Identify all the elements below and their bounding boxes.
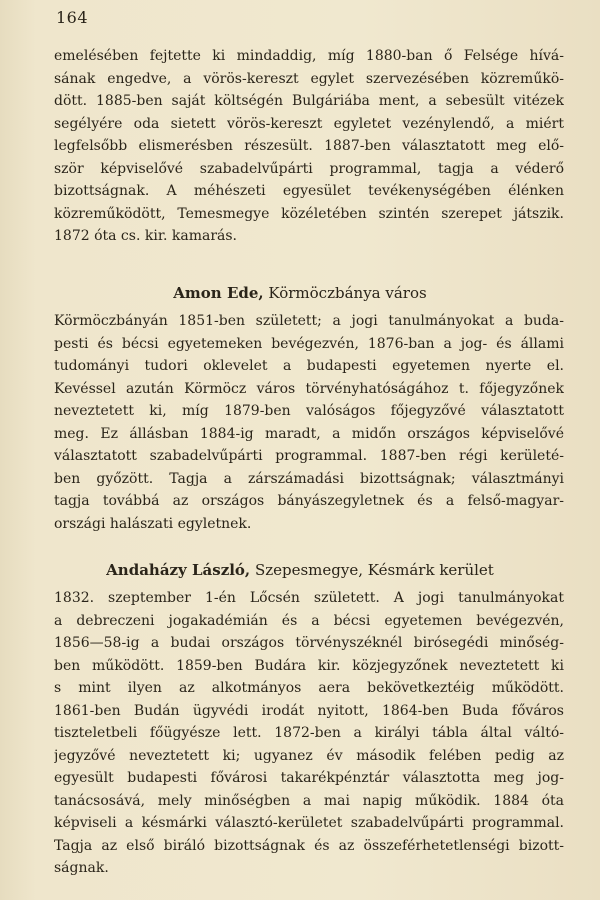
entry-name: Andaházy László, (106, 561, 251, 579)
text-line: tanácsosává, mely minőségben a mai napig működik. 1884 óta (54, 792, 564, 809)
text-line: ben működött. 1859-ben Budára kir. közjegyzőnek neveztetett ki (54, 657, 564, 674)
text-line: neveztetett ki, míg 1879-ben valóságos főjegyzővé választatott (54, 403, 564, 419)
entry-heading-amon (0, 284, 600, 302)
text-line: országi halászati egyletnek. (54, 515, 252, 532)
text-line: 1872 óta cs. kir. kamarás. (54, 228, 237, 244)
text-line: meg. Ez állásban 1884-ig maradt, a midőn országos képviselővé (54, 425, 564, 442)
page-number: 164 (56, 8, 89, 27)
entry-location: Szepesmegye, Késmárk kerület (254, 561, 494, 579)
entry-name: Amon Ede, (173, 284, 264, 302)
text-line: tiszteletbeli főügyésze lett. 1872-ben a királyi tábla által váltó- (54, 725, 564, 741)
text-line: tudományi tudori oklevelet a budapesti egyetemen nyerte el. (54, 358, 564, 374)
entry-heading-andahazy (0, 561, 600, 579)
text-line: dött. 1885-ben saját költségén Bulgáriába ment, a sebesült vitézek (54, 93, 564, 109)
text-line: sának engedve, a vörös-kereszt egylet szervezésében közreműkö- (54, 70, 564, 87)
text-line: pesti és bécsi egyetemeken bevégezvén, 1876-ban a jog- és állami (54, 335, 564, 352)
text-line: 1856—58-ig a budai országos törvényszéknél birósegédi minőség- (54, 635, 564, 651)
entry-location: Körmöczbánya város (268, 284, 427, 302)
text-line: képviseli a késmárki választó-kerületet szabadelvűpárti programmal. (54, 815, 564, 831)
text-line: s mint ilyen az alkotmányos aera bekövetkeztéig működött. (54, 680, 564, 696)
text-line: a debreczeni jogakadémián és a bécsi egyetemen bevégezvén, (54, 612, 564, 629)
text-line: bizottságnak. A méhészeti egyesület tevékenységében élénken (54, 183, 564, 199)
text-line: egyesült budapesti fővárosi takarékpénztár választotta meg jog- (54, 770, 564, 786)
text-line: Tagja az első biráló bizottságnak és az összeférhetetlenségi bizott- (54, 837, 564, 854)
text-line: jegyzővé neveztetett ki; ugyanez év második felében pedig az (54, 747, 564, 764)
text-line: legfelsőbb elismerésben részesült. 1887-ben választatott meg elő- (54, 138, 564, 154)
text-line: ször képviselővé szabadelvűpárti programmal, tagja a véderő (54, 160, 564, 177)
entry-body-andahazy (54, 587, 564, 880)
text-line: tagja továbbá az országos bányászegyletnek és a felső-magyar- (54, 493, 564, 509)
intro-paragraph (54, 45, 564, 248)
text-line: ságnak. (54, 860, 109, 876)
text-line: segélyére oda sietett vörös-kereszt egyletet vezénylendő, a miért (54, 115, 564, 132)
text-line: választatott szabadelvűpárti programmal. 1887-ben régi kerületé- (54, 448, 564, 464)
text-line: ben győzött. Tagja a zárszámadási bizottságnak; választmányi (54, 470, 564, 487)
text-line: közreműködött, Temesmegye közéletében szintén szerepet játszik. (54, 205, 564, 222)
text-line: emelésében fejtette ki mindaddig, míg 1880-ban ő Felsége hívá- (54, 48, 564, 64)
text-line: 1861-ben Budán ügyvédi irodát nyitott, 1864-ben Buda főváros (54, 702, 564, 719)
text-line: Kevéssel azután Körmöcz város törvényhatóságához t. főjegyzőnek (54, 380, 564, 397)
text-line: Körmöczbányán 1851-ben született; a jogi tanulmányokat a buda- (54, 313, 564, 329)
text-line: 1832. szeptember 1-én Lőcsén született. A jogi tanulmányokat (54, 590, 564, 606)
entry-body-amon (54, 310, 564, 535)
